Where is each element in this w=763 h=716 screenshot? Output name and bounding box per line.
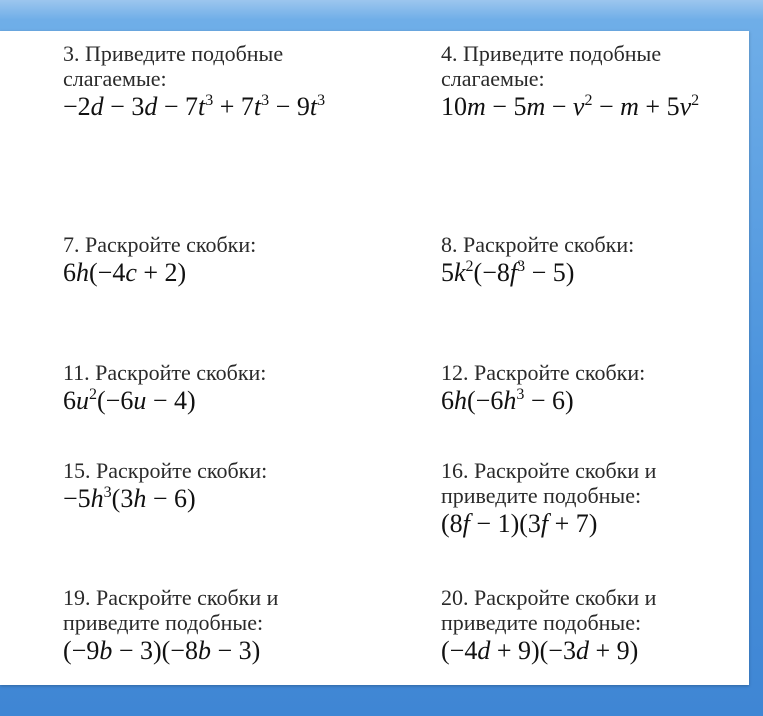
problem-expression: $10m - 5m - v^2 - m + 5v^2$: [441, 92, 700, 121]
problem-label: 16. Раскройте скобки и приведите подобные:: [441, 458, 657, 508]
problem-label: 20. Раскройте скобки и приведите подобные:: [441, 585, 657, 635]
problem-19: [63, 585, 393, 667]
problem-expression: (−4d + 9)(−3d + 9): [441, 636, 639, 665]
problem-7: [63, 232, 393, 289]
problem-label: 19. Раскройте скобки и приведите подобные:: [63, 585, 279, 635]
problem-11: [63, 360, 393, 417]
problem-label: 12. Раскройте скобки:: [441, 360, 646, 385]
problem-label: 15. Раскройте скобки:: [63, 458, 268, 483]
problem-expression: $5k^2(-8f^3 - 5)$: [441, 258, 575, 287]
problem-expression: 6h(−4c + 2): [63, 258, 187, 287]
problem-expression: $-2d - 3d - 7t^3 + 7t^3 - 9t^3$: [63, 92, 326, 121]
problem-4: [441, 41, 763, 123]
worksheet: [0, 31, 749, 685]
problem-3: [63, 41, 393, 123]
problem-label: 7. Раскройте скобки:: [63, 232, 257, 257]
problem-label: 11. Раскройте скобки:: [63, 360, 267, 385]
problem-15: [63, 458, 393, 515]
problem-expression: (−9b − 3)(−8b − 3): [63, 636, 261, 665]
problem-label: 3. Приведите подобные слагаемые:: [63, 41, 284, 91]
problem-20: [441, 585, 763, 667]
problem-expression: (8f − 1)(3f + 7): [441, 509, 598, 538]
problem-label: 8. Раскройте скобки:: [441, 232, 635, 257]
problem-expression: $6u^2(-6u - 4)$: [63, 386, 196, 415]
problem-expression: $6h(-6h^3 - 6)$: [441, 386, 574, 415]
problem-16: [441, 458, 763, 540]
problem-expression: $-5h^3(3h - 6)$: [63, 484, 196, 513]
problem-label: 4. Приведите подобные слагаемые:: [441, 41, 662, 91]
problem-12: [441, 360, 763, 417]
problem-8: [441, 232, 763, 289]
